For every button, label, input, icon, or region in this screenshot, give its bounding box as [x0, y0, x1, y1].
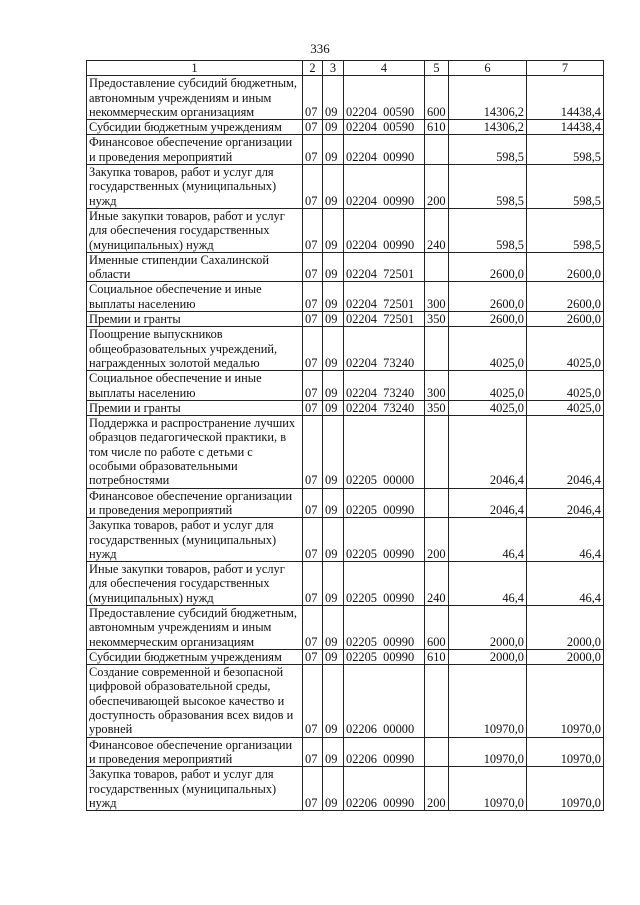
row-name-cell: Предоставление субсидий бюджетным, автономным учреждениям и иным некоммерческим организациям	[87, 605, 303, 649]
expense-type-cell	[425, 416, 449, 488]
row-name-cell: Создание современной и безопасной цифровой образовательной среды, обеспечивающей высокое качество и доступность образования всех видов и уровней	[87, 665, 303, 737]
column-header: 4	[344, 61, 425, 76]
row-name-cell: Финансовое обеспечение организации и проведения мероприятий	[87, 488, 303, 518]
table-row	[87, 252, 604, 282]
subsection-code-cell: 09	[323, 327, 344, 371]
row-name-cell: Иные закупки товаров, работ и услуг для обеспечения государственных (муниципальных) нужд	[87, 208, 303, 252]
expense-type-cell: 240	[425, 208, 449, 252]
amount-col6-cell: 598,5	[449, 208, 527, 252]
target-article-cell: 02204 73240	[344, 371, 425, 401]
amount-col6-cell: 2000,0	[449, 649, 527, 664]
section-code-cell: 07	[303, 488, 323, 518]
expense-type-cell	[425, 488, 449, 518]
table-row	[87, 605, 604, 649]
section-code-cell: 07	[303, 400, 323, 415]
section-code-cell: 07	[303, 76, 323, 120]
target-article-cell: 02206 00990	[344, 767, 425, 811]
target-article-cell: 02204 72501	[344, 252, 425, 282]
expense-type-cell	[425, 252, 449, 282]
amount-col6-cell: 2600,0	[449, 282, 527, 312]
expense-type-cell: 200	[425, 767, 449, 811]
table-row	[87, 208, 604, 252]
table-body	[87, 76, 604, 811]
target-article-cell: 02205 00990	[344, 488, 425, 518]
column-header: 7	[527, 61, 604, 76]
subsection-code-cell: 09	[323, 665, 344, 737]
table-row	[87, 312, 604, 327]
section-code-cell: 07	[303, 562, 323, 606]
amount-col7-cell: 14438,4	[527, 76, 604, 120]
target-article-cell: 02204 72501	[344, 282, 425, 312]
table-row	[87, 327, 604, 371]
budget-table	[86, 60, 604, 811]
column-header: 2	[303, 61, 323, 76]
expense-type-cell: 200	[425, 165, 449, 209]
subsection-code-cell: 09	[323, 737, 344, 767]
amount-col7-cell: 598,5	[527, 208, 604, 252]
section-code-cell: 07	[303, 737, 323, 767]
section-code-cell: 07	[303, 312, 323, 327]
row-name-cell: Финансовое обеспечение организации и проведения мероприятий	[87, 135, 303, 165]
section-code-cell: 07	[303, 416, 323, 488]
amount-col7-cell: 4025,0	[527, 327, 604, 371]
expense-type-cell	[425, 737, 449, 767]
amount-col6-cell: 14306,2	[449, 120, 527, 135]
table-row	[87, 562, 604, 606]
amount-col7-cell: 2000,0	[527, 649, 604, 664]
table-row	[87, 767, 604, 811]
amount-col7-cell: 14438,4	[527, 120, 604, 135]
amount-col6-cell: 4025,0	[449, 327, 527, 371]
target-article-cell: 02204 00590	[344, 76, 425, 120]
section-code-cell: 07	[303, 165, 323, 209]
amount-col6-cell: 10970,0	[449, 665, 527, 737]
column-header: 6	[449, 61, 527, 76]
row-name-cell: Социальное обеспечение и иные выплаты населению	[87, 371, 303, 401]
row-name-cell: Финансовое обеспечение организации и проведения мероприятий	[87, 737, 303, 767]
table-row	[87, 518, 604, 562]
amount-col7-cell: 10970,0	[527, 767, 604, 811]
amount-col6-cell: 4025,0	[449, 400, 527, 415]
row-name-cell: Закупка товаров, работ и услуг для государственных (муниципальных) нужд	[87, 767, 303, 811]
column-header: 3	[323, 61, 344, 76]
target-article-cell: 02204 00990	[344, 208, 425, 252]
section-code-cell: 07	[303, 665, 323, 737]
subsection-code-cell: 09	[323, 400, 344, 415]
subsection-code-cell: 09	[323, 208, 344, 252]
expense-type-cell: 300	[425, 282, 449, 312]
subsection-code-cell: 09	[323, 165, 344, 209]
table-row	[87, 400, 604, 415]
section-code-cell: 07	[303, 518, 323, 562]
amount-col6-cell: 46,4	[449, 562, 527, 606]
section-code-cell: 07	[303, 282, 323, 312]
row-name-cell: Премии и гранты	[87, 400, 303, 415]
amount-col6-cell: 2600,0	[449, 252, 527, 282]
subsection-code-cell: 09	[323, 605, 344, 649]
amount-col6-cell: 10970,0	[449, 767, 527, 811]
section-code-cell: 07	[303, 135, 323, 165]
table-row	[87, 165, 604, 209]
row-name-cell: Субсидии бюджетным учреждениям	[87, 120, 303, 135]
expense-type-cell: 600	[425, 76, 449, 120]
table-row	[87, 120, 604, 135]
amount-col7-cell: 46,4	[527, 562, 604, 606]
table-row	[87, 649, 604, 664]
amount-col7-cell: 4025,0	[527, 371, 604, 401]
expense-type-cell	[425, 135, 449, 165]
column-header: 1	[87, 61, 303, 76]
amount-col6-cell: 10970,0	[449, 737, 527, 767]
section-code-cell: 07	[303, 208, 323, 252]
row-name-cell: Поддержка и распространение лучших образцов педагогической практики, в том числе по работе с детьми с особыми образовательными потребностями	[87, 416, 303, 488]
subsection-code-cell: 09	[323, 649, 344, 664]
amount-col6-cell: 2046,4	[449, 416, 527, 488]
expense-type-cell: 300	[425, 371, 449, 401]
amount-col7-cell: 10970,0	[527, 665, 604, 737]
table-row	[87, 416, 604, 488]
amount-col7-cell: 598,5	[527, 165, 604, 209]
table-row	[87, 135, 604, 165]
table-row	[87, 76, 604, 120]
subsection-code-cell: 09	[323, 76, 344, 120]
amount-col6-cell: 14306,2	[449, 76, 527, 120]
section-code-cell: 07	[303, 252, 323, 282]
amount-col7-cell: 46,4	[527, 518, 604, 562]
target-article-cell: 02205 00990	[344, 649, 425, 664]
section-code-cell: 07	[303, 767, 323, 811]
subsection-code-cell: 09	[323, 371, 344, 401]
expense-type-cell: 240	[425, 562, 449, 606]
amount-col7-cell: 2600,0	[527, 252, 604, 282]
column-header: 5	[425, 61, 449, 76]
section-code-cell: 07	[303, 605, 323, 649]
expense-type-cell	[425, 327, 449, 371]
subsection-code-cell: 09	[323, 282, 344, 312]
section-code-cell: 07	[303, 120, 323, 135]
subsection-code-cell: 09	[323, 767, 344, 811]
target-article-cell: 02204 00990	[344, 165, 425, 209]
subsection-code-cell: 09	[323, 120, 344, 135]
row-name-cell: Иные закупки товаров, работ и услуг для обеспечения государственных (муниципальных) нужд	[87, 562, 303, 606]
row-name-cell: Закупка товаров, работ и услуг для государственных (муниципальных) нужд	[87, 165, 303, 209]
row-name-cell: Социальное обеспечение и иные выплаты населению	[87, 282, 303, 312]
row-name-cell: Предоставление субсидий бюджетным, автономным учреждениям и иным некоммерческим организациям	[87, 76, 303, 120]
subsection-code-cell: 09	[323, 518, 344, 562]
amount-col6-cell: 2000,0	[449, 605, 527, 649]
table-row	[87, 488, 604, 518]
subsection-code-cell: 09	[323, 416, 344, 488]
target-article-cell: 02204 73240	[344, 400, 425, 415]
subsection-code-cell: 09	[323, 312, 344, 327]
amount-col7-cell: 2046,4	[527, 488, 604, 518]
amount-col7-cell: 2000,0	[527, 605, 604, 649]
target-article-cell: 02206 00000	[344, 665, 425, 737]
amount-col7-cell: 2046,4	[527, 416, 604, 488]
amount-col7-cell: 2600,0	[527, 312, 604, 327]
amount-col7-cell: 4025,0	[527, 400, 604, 415]
expense-type-cell: 350	[425, 312, 449, 327]
subsection-code-cell: 09	[323, 562, 344, 606]
amount-col6-cell: 598,5	[449, 135, 527, 165]
amount-col7-cell: 598,5	[527, 135, 604, 165]
target-article-cell: 02205 00990	[344, 562, 425, 606]
table-row	[87, 282, 604, 312]
section-code-cell: 07	[303, 327, 323, 371]
table-header-row	[87, 61, 604, 76]
expense-type-cell: 610	[425, 649, 449, 664]
table-row	[87, 737, 604, 767]
target-article-cell: 02205 00990	[344, 518, 425, 562]
row-name-cell: Именные стипендии Сахалинской области	[87, 252, 303, 282]
target-article-cell: 02205 00000	[344, 416, 425, 488]
amount-col7-cell: 10970,0	[527, 737, 604, 767]
row-name-cell: Закупка товаров, работ и услуг для государственных (муниципальных) нужд	[87, 518, 303, 562]
target-article-cell: 02205 00990	[344, 605, 425, 649]
amount-col6-cell: 2046,4	[449, 488, 527, 518]
amount-col6-cell: 46,4	[449, 518, 527, 562]
amount-col6-cell: 598,5	[449, 165, 527, 209]
row-name-cell: Поощрение выпускников общеобразовательных учреждений, награжденных золотой медалью	[87, 327, 303, 371]
row-name-cell: Субсидии бюджетным учреждениям	[87, 649, 303, 664]
amount-col6-cell: 2600,0	[449, 312, 527, 327]
table-row	[87, 665, 604, 737]
expense-type-cell: 200	[425, 518, 449, 562]
section-code-cell: 07	[303, 649, 323, 664]
page-number: 336	[310, 41, 330, 56]
table-row	[87, 371, 604, 401]
amount-col6-cell: 4025,0	[449, 371, 527, 401]
subsection-code-cell: 09	[323, 488, 344, 518]
expense-type-cell: 350	[425, 400, 449, 415]
section-code-cell: 07	[303, 371, 323, 401]
target-article-cell: 02206 00990	[344, 737, 425, 767]
amount-col7-cell: 2600,0	[527, 282, 604, 312]
subsection-code-cell: 09	[323, 135, 344, 165]
expense-type-cell: 610	[425, 120, 449, 135]
target-article-cell: 02204 00990	[344, 135, 425, 165]
subsection-code-cell: 09	[323, 252, 344, 282]
row-name-cell: Премии и гранты	[87, 312, 303, 327]
expense-type-cell: 600	[425, 605, 449, 649]
target-article-cell: 02204 73240	[344, 327, 425, 371]
target-article-cell: 02204 00590	[344, 120, 425, 135]
target-article-cell: 02204 72501	[344, 312, 425, 327]
expense-type-cell	[425, 665, 449, 737]
